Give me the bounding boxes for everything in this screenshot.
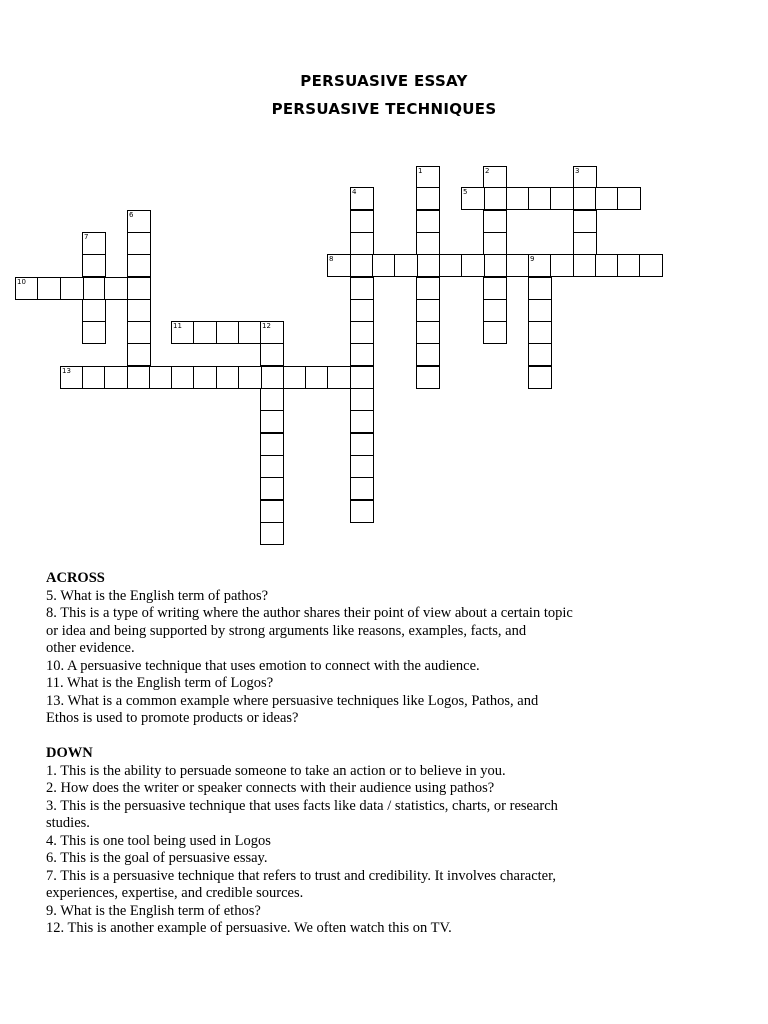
grid-cell[interactable] (483, 321, 507, 344)
grid-cell[interactable] (127, 299, 151, 322)
grid-cell[interactable] (260, 477, 284, 500)
grid-cell[interactable] (82, 321, 106, 344)
grid-cell[interactable] (82, 366, 106, 389)
grid-cell[interactable] (416, 210, 440, 233)
grid-cell[interactable] (483, 166, 507, 189)
grid-cell[interactable] (193, 321, 217, 344)
grid-cell[interactable] (416, 321, 440, 344)
grid-cell[interactable] (327, 254, 351, 277)
grid-cell[interactable] (238, 366, 262, 389)
grid-cell[interactable] (216, 366, 240, 389)
down-clue-line: 1. This is the ability to persuade someone to take an action or to believe in you. (46, 762, 506, 779)
down-clue-line: studies. (46, 815, 90, 831)
grid-cell[interactable] (350, 366, 374, 389)
grid-cell[interactable] (439, 254, 463, 277)
down-clue-line: 6. This is the goal of persuasive essay. (46, 850, 268, 866)
across-clue-line: other evidence. (46, 640, 135, 656)
clues-section (46, 570, 606, 938)
grid-cell[interactable] (573, 232, 597, 255)
grid-cell[interactable] (283, 366, 307, 389)
grid-cell[interactable] (260, 500, 284, 523)
clue-number: 10 (17, 278, 26, 286)
grid-cell[interactable] (350, 433, 374, 456)
down-clue-line: 7. This is a persuasive technique that refers to trust and credibility. It involves character, (46, 867, 556, 884)
grid-cell[interactable] (528, 277, 552, 300)
down-clue-line: 3. This is the persuasive technique that uses facts like data / statistics, charts, or research (46, 797, 558, 814)
grid-cell[interactable] (82, 232, 106, 255)
clue-number: 2 (485, 167, 490, 175)
grid-cell[interactable] (483, 232, 507, 255)
grid-cell[interactable] (350, 477, 374, 500)
across-heading: ACROSS (46, 570, 105, 586)
grid-cell[interactable] (483, 210, 507, 233)
grid-cell[interactable] (149, 366, 173, 389)
grid-cell[interactable] (617, 254, 641, 277)
grid-cell[interactable] (350, 254, 374, 277)
grid-cell[interactable] (416, 254, 440, 277)
grid-cell[interactable] (550, 187, 574, 210)
grid-cell[interactable] (127, 343, 151, 366)
grid-cell[interactable] (595, 187, 619, 210)
grid-cell[interactable] (528, 299, 552, 322)
clue-number: 6 (129, 211, 134, 219)
grid-cell[interactable] (60, 366, 84, 389)
grid-cell[interactable] (416, 187, 440, 210)
grid-cell[interactable] (394, 254, 418, 277)
grid-cell[interactable] (528, 187, 552, 210)
grid-cell[interactable] (260, 410, 284, 433)
grid-cell[interactable] (350, 299, 374, 322)
grid-cell[interactable] (350, 277, 374, 300)
grid-cell[interactable] (461, 254, 485, 277)
grid-cell[interactable] (260, 343, 284, 366)
grid-cell[interactable] (260, 522, 284, 545)
grid-cell[interactable] (573, 187, 597, 210)
grid-cell[interactable] (260, 433, 284, 456)
grid-cell[interactable] (127, 321, 151, 344)
clue-number: 13 (62, 367, 71, 375)
across-clue-line: 10. A persuasive technique that uses emotion to connect with the audience. (46, 657, 480, 674)
grid-cell[interactable] (171, 366, 195, 389)
down-clue-line: 12. This is another example of persuasive. We often watch this on TV. (46, 920, 452, 936)
grid-cell[interactable] (350, 388, 374, 411)
grid-cell[interactable] (416, 166, 440, 189)
down-clue-list (46, 763, 606, 938)
grid-cell[interactable] (350, 210, 374, 233)
grid-cell[interactable] (260, 321, 284, 344)
clue-number: 5 (463, 188, 468, 196)
grid-cell[interactable] (260, 455, 284, 478)
grid-cell[interactable] (104, 277, 128, 300)
grid-cell[interactable] (127, 254, 151, 277)
grid-cell[interactable] (37, 277, 61, 300)
page-title: PERSUASIVE ESSAY (300, 72, 468, 90)
grid-cell[interactable] (550, 254, 574, 277)
clue-number: 7 (84, 233, 89, 241)
grid-cell[interactable] (327, 366, 351, 389)
clue-number: 12 (262, 322, 271, 330)
grid-cell[interactable] (350, 187, 374, 210)
grid-cell[interactable] (82, 299, 106, 322)
clue-number: 11 (173, 322, 182, 330)
grid-cell[interactable] (416, 299, 440, 322)
down-clue-line: 9. What is the English term of ethos? (46, 902, 261, 919)
grid-cell[interactable] (350, 232, 374, 255)
grid-cell[interactable] (573, 210, 597, 233)
grid-cell[interactable] (416, 277, 440, 300)
clue-number: 3 (575, 167, 580, 175)
across-clue-line: 13. What is a common example where persuasive techniques like Logos, Pathos, and (46, 692, 539, 709)
grid-cell[interactable] (506, 254, 530, 277)
grid-cell[interactable] (350, 343, 374, 366)
down-clue-line: 4. This is one tool being used in Logos (46, 832, 271, 849)
grid-cell[interactable] (528, 321, 552, 344)
clue-number: 9 (530, 255, 535, 263)
grid-cell[interactable] (82, 254, 106, 277)
down-heading: DOWN (46, 745, 93, 761)
grid-cell[interactable] (350, 455, 374, 478)
grid-cell[interactable] (528, 366, 552, 389)
grid-cell[interactable] (461, 187, 485, 210)
grid-cell[interactable] (350, 321, 374, 344)
grid-cell[interactable] (595, 254, 619, 277)
grid-cell[interactable] (82, 277, 106, 300)
grid-cell[interactable] (171, 321, 195, 344)
grid-cell[interactable] (60, 277, 84, 300)
across-clue-line: 11. What is the English term of Logos? (46, 675, 274, 691)
grid-cell[interactable] (127, 366, 151, 389)
clue-number: 1 (418, 167, 423, 175)
grid-cell[interactable] (483, 299, 507, 322)
down-clue-line: 2. How does the writer or speaker connects with their audience using pathos? (46, 780, 495, 796)
grid-cell[interactable] (573, 166, 597, 189)
across-clue-line: 8. This is a type of writing where the author shares their point of view about a certain topic (46, 605, 573, 621)
grid-cell[interactable] (350, 410, 374, 433)
across-clue-line: Ethos is used to promote products or ideas? (46, 710, 299, 726)
down-clue-line: experiences, expertise, and credible sources. (46, 885, 304, 901)
grid-cell[interactable] (305, 366, 329, 389)
grid-cell[interactable] (573, 254, 597, 277)
grid-cell[interactable] (416, 343, 440, 366)
grid-cell[interactable] (639, 254, 663, 277)
grid-cell[interactable] (15, 277, 39, 300)
grid-cell[interactable] (104, 366, 128, 389)
across-clue-list (46, 588, 606, 728)
grid-cell[interactable] (260, 366, 284, 389)
grid-cell[interactable] (127, 277, 151, 300)
grid-cell[interactable] (528, 343, 552, 366)
grid-cell[interactable] (416, 232, 440, 255)
page-subtitle: PERSUASIVE TECHNIQUES (271, 100, 497, 118)
clue-number: 8 (329, 255, 334, 263)
grid-cell[interactable] (483, 277, 507, 300)
grid-cell[interactable] (372, 254, 396, 277)
grid-cell[interactable] (193, 366, 217, 389)
across-clue-line: 5. What is the English term of pathos? (46, 587, 269, 604)
grid-cell[interactable] (260, 388, 284, 411)
across-clue-line: or idea and being supported by strong arguments like reasons, examples, facts, and (46, 622, 527, 639)
grid-cell[interactable] (617, 187, 641, 210)
grid-cell[interactable] (238, 321, 262, 344)
grid-cell[interactable] (416, 366, 440, 389)
grid-cell[interactable] (127, 210, 151, 233)
grid-cell[interactable] (216, 321, 240, 344)
clue-number: 4 (352, 188, 357, 196)
grid-cell[interactable] (483, 187, 507, 210)
grid-cell[interactable] (528, 254, 552, 277)
grid-cell[interactable] (506, 187, 530, 210)
grid-cell[interactable] (350, 500, 374, 523)
grid-cell[interactable] (127, 232, 151, 255)
grid-cell[interactable] (483, 254, 507, 277)
